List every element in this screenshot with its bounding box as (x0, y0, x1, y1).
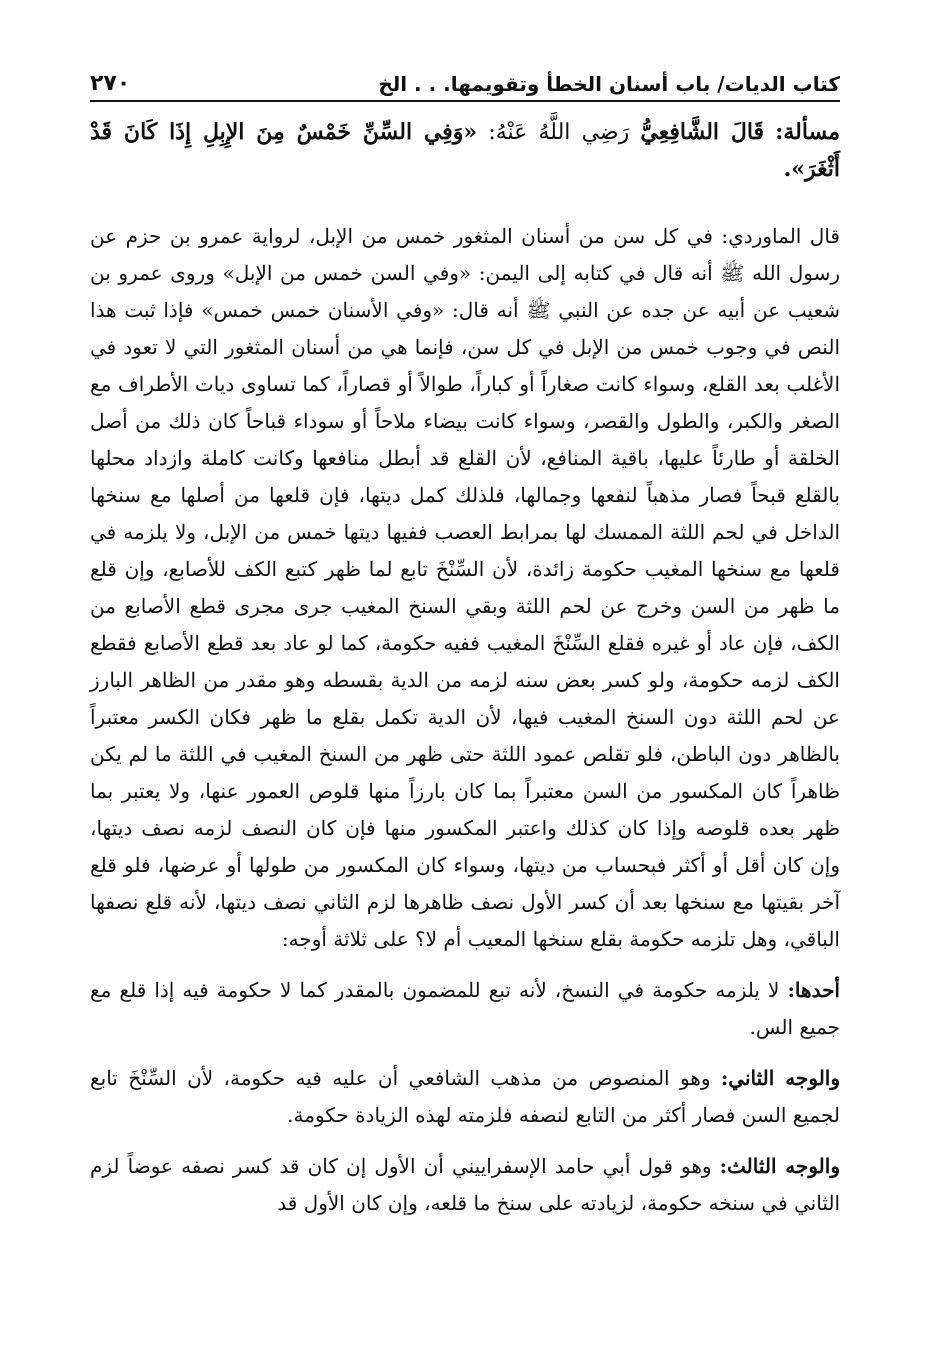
first-view-text: لا يلزمه حكومة في النسخ، لأنه تبع للمضمون بالمقدر كما لا حكومة فيه إذا قلع مع جميع الس. (90, 978, 840, 1039)
page-number: ٢٧٠ (90, 71, 131, 96)
masala-label: مسألة: (775, 119, 840, 145)
third-view-text: وهو قول أبي حامد الإسفراييني أن الأول إن كان قد كسر نصفه عوضاً لزم الثاني في سنخه حكومة، لزيادته على سنخ ما قلعه، وإن كان الأول قد (90, 1154, 840, 1215)
second-view-label: والوجه الثاني: (720, 1066, 841, 1090)
masala-speaker: قَالَ الشَّافِعِيُّ (640, 119, 765, 145)
masala-quote: «وَفِي السِّنِّ خَمْسٌ مِنَ الإِبِلِ إِذَا كَانَ قَدْ أَثْغَرَ». (90, 119, 840, 182)
running-title: كتاب الديات/ باب أسنان الخطأ وتقويمها. . . الخ (378, 72, 840, 96)
mawardi-commentary: قال الماوردي: في كل سن من أسنان المثغور خمس من الإبل، لرواية عمرو بن حزم عن رسول الله ﷺ أنه قال في كتابه إلى اليمن: «وفي السن خمس من الإبل» وروى عمرو بن شعيب عن أبيه عن جده عن النبي ﷺ أنه قال: «وفي الأسنان خمس خمس» فإذا ثبت هذا النص في وجوب خمس من الإبل في كل سن، فإنما هي من أسنان المثغور التي لا تعود في الأغلب بعد القلع، وسواء كانت صغاراً أو كباراً، طوالاً أو قصاراً، كما تساوى ديات الأطراف مع الصغر والكبر، والطول والقصر، وسواء كانت بيضاء ملاحاً أو سوداء قباحاً كان ذلك من أصل الخلقة أو طارئاً عليها، باقية المنافع، لأن القلع قد أبطل منافعها وكانت كاملة وازداد محلها بالقلع قبحاً فصار مذهباً لنفعها وجمالها، فلذلك كمل ديتها، فإن قلعها من أصلها مع سنخها الداخل في لحم اللثة الممسك لها بمرابط العصب ففيها ديتها خمس من الإبل، ولا يلزمه في قلعها مع سنخها المغيب حكومة زائدة، لأن السِّنْخَ تابع لما ظهر كتبع الكف للأصابع، وإن قلع ما ظهر من السن وخرج عن لحم اللثة وبقي السنخ المغيب جرى مجرى قطع الأصابع من الكف، فإن عاد أو غيره فقلع السِّنْخَ المغيب ففيه حكومة، كما لو عاد بعد قطع الأصابع فقطع الكف لزمه حكومة، ولو كسر بعض سنه لزمه من الدية بقسطه وهو مقدر من الظاهر البارز عن لحم اللثة دون السنخ المغيب فيها، لأن الدية تكمل بقلع ما ظهر فكان الكسر معتبراً بالظاهر دون الباطن، فلو تقلص عمود اللثة حتى ظهر من السنخ المغيب في اللثة ما لم يكن ظاهراً كان المكسور من السن معتبراً بما كان بارزاً منها قلوص العمور عنها، ولا يعتبر بما ظهر بعده قلوصه وإذا كان كذلك واعتبر المكسور منها فإن كان النصف لزمه نصف ديتها، وإن كان أقل أو أكثر فبحساب من ديتها، وسواء كان المكسور من طولها أو عرضها، فلو قلع آخر بقيتها مع سنخها بعد أن كسر الأول نصف ظاهرها لزم الثاني نصف ديتها، لأنه قلع نصفها الباقي، وهل تلزمه حكومة بقلع سنخها المعيب أم لا؟ على ثلاثة أوجه: (90, 224, 840, 951)
second-view-text: وهو المنصوص من مذهب الشافعي أن عليه فيه حكومة، لأن السِّنْخَ تابع لجميع السن فصار أكثر من التابع لنصفه فلزمته لهذه الزيادة حكومة. (90, 1066, 840, 1127)
running-header (90, 62, 840, 102)
commentary-body (90, 218, 840, 1222)
first-view-label: أحدها: (787, 978, 840, 1002)
second-view (90, 1060, 840, 1134)
third-view-label: والوجه الثالث: (719, 1154, 840, 1178)
book-page (90, 62, 840, 1352)
first-view (90, 972, 840, 1046)
masala-statement (90, 114, 840, 188)
third-view (90, 1148, 840, 1222)
masala-honorific: رَضِي اللَّهُ عَنْهُ: (488, 120, 630, 145)
